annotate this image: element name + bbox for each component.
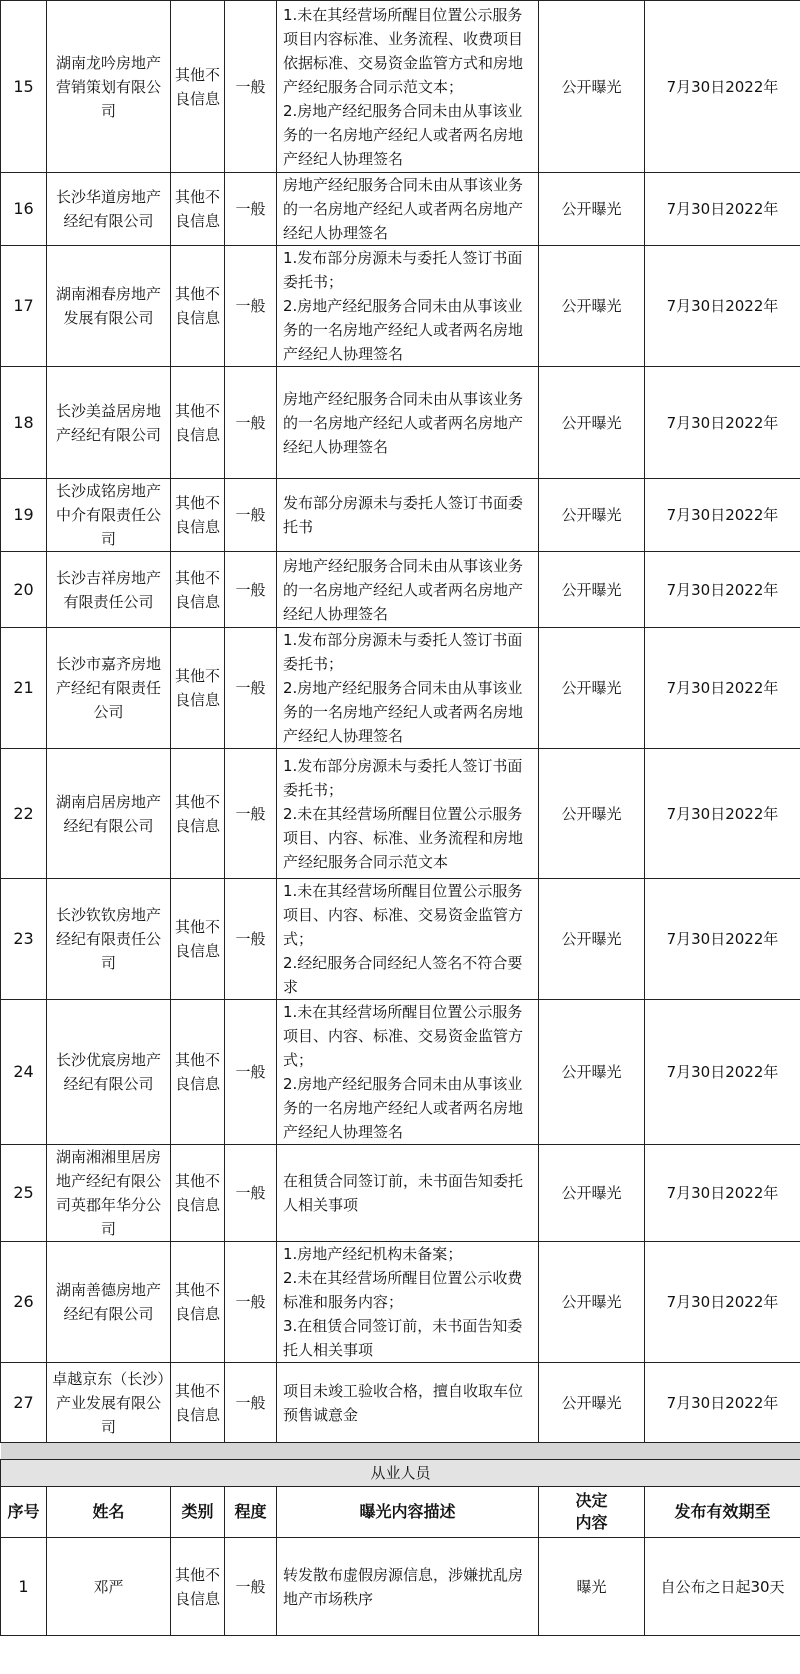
- desc-line: 1.未在其经营场所醒目位置公示服务项目内容标准、业务流程、收费项目依据标准、交易资金监管方式和房地产经纪服务合同示范文本；: [283, 5, 524, 96]
- row-index: 1: [1, 1538, 47, 1636]
- table-row: [1, 879, 800, 1000]
- row-index: 25: [1, 1145, 47, 1242]
- row-name: 湖南龙吟房地产营销策划有限公司: [47, 1, 171, 173]
- row-decision: 公开曝光: [539, 1145, 645, 1242]
- section-title: 从业人员: [1, 1460, 800, 1487]
- row-category: 其他不良信息: [171, 173, 225, 246]
- row-index: 19: [1, 479, 47, 552]
- desc-line: 1.发布部分房源未与委托人签订书面委托书；: [283, 756, 523, 799]
- row-decision: 公开曝光: [539, 552, 645, 628]
- header-degree: 程度: [225, 1487, 277, 1538]
- table-row: [1, 628, 800, 749]
- header-index: 序号: [1, 1487, 47, 1538]
- row-description: [277, 173, 539, 246]
- row-decision: 公开曝光: [539, 1, 645, 173]
- header-row: [1, 1487, 800, 1538]
- row-category: 其他不良信息: [171, 1242, 225, 1363]
- org-rows: [1, 1, 800, 1443]
- row-degree: 一般: [225, 367, 277, 479]
- row-category: 其他不良信息: [171, 1, 225, 173]
- row-degree: 一般: [225, 628, 277, 749]
- row-date: 7月30日2022年: [645, 628, 800, 749]
- row-description: [277, 246, 539, 367]
- row-degree: 一般: [225, 552, 277, 628]
- row-name: 长沙市嘉齐房地产经纪有限责任公司: [47, 628, 171, 749]
- row-decision: 公开曝光: [539, 749, 645, 879]
- header-name: 姓名: [47, 1487, 171, 1538]
- table-row: [1, 1242, 800, 1363]
- header-desc: 曝光内容描述: [277, 1487, 539, 1538]
- row-date: 7月30日2022年: [645, 1363, 800, 1443]
- row-category: 其他不良信息: [171, 246, 225, 367]
- row-name: 湖南启居房地产经纪有限公司: [47, 749, 171, 879]
- row-name: 长沙优宸房地产经纪有限公司: [47, 1000, 171, 1145]
- row-category: 其他不良信息: [171, 879, 225, 1000]
- row-degree: 一般: [225, 1363, 277, 1443]
- row-index: 24: [1, 1000, 47, 1145]
- row-description: [277, 1145, 539, 1242]
- row-description: [277, 1, 539, 173]
- row-name: 长沙美益居房地产经纪有限公司: [47, 367, 171, 479]
- row-category: 其他不良信息: [171, 552, 225, 628]
- desc-line: 2.未在其经营场所醒目位置公示收费标准和服务内容；: [283, 1269, 523, 1311]
- row-decision: 曝光: [539, 1538, 645, 1636]
- row-degree: 一般: [225, 749, 277, 879]
- row-degree: 一般: [225, 246, 277, 367]
- row-decision: 公开曝光: [539, 173, 645, 246]
- row-date: 自公布之日起30天: [645, 1538, 800, 1636]
- table-row: [1, 749, 800, 879]
- table-row: [1, 1000, 800, 1145]
- section-title-row: [1, 1460, 800, 1487]
- table-row: [1, 367, 800, 479]
- desc-line: 房地产经纪服务合同未由从事该业务的一名房地产经纪人或者两名房地产经纪人协理签名: [283, 556, 524, 623]
- row-decision: 公开曝光: [539, 1242, 645, 1363]
- row-degree: 一般: [225, 1, 277, 173]
- header-category: 类别: [171, 1487, 225, 1538]
- row-date: 7月30日2022年: [645, 1000, 800, 1145]
- table-row: [1, 552, 800, 628]
- desc-line: 项目未竣工验收合格，擅自收取车位预售诚意金: [283, 1381, 524, 1424]
- row-degree: 一般: [225, 1145, 277, 1242]
- row-category: 其他不良信息: [171, 1145, 225, 1242]
- table-row: [1, 173, 800, 246]
- desc-line: 3.在租赁合同签订前，未书面告知委托人相关事项: [283, 1317, 523, 1359]
- header-decision: [539, 1487, 645, 1538]
- person-row: [1, 1538, 800, 1636]
- row-degree: 一般: [225, 1000, 277, 1145]
- row-description: [277, 879, 539, 1000]
- row-name: 湖南善德房地产经纪有限公司: [47, 1242, 171, 1363]
- desc-line: 1.发布部分房源未与委托人签订书面委托书；: [283, 631, 523, 673]
- desc-line: 1.发布部分房源未与委托人签订书面委托书；: [283, 249, 523, 291]
- row-description: [277, 628, 539, 749]
- row-name: 卓越京东（长沙）产业发展有限公司: [47, 1363, 171, 1443]
- person-section: [1, 1443, 800, 1538]
- row-index: 26: [1, 1242, 47, 1363]
- desc-line: 在租赁合同签订前，未书面告知委托人相关事项: [283, 1172, 524, 1214]
- row-description: [277, 552, 539, 628]
- row-category: 其他不良信息: [171, 1538, 225, 1636]
- row-date: 7月30日2022年: [645, 173, 800, 246]
- row-decision: 公开曝光: [539, 879, 645, 1000]
- row-date: 7月30日2022年: [645, 1242, 800, 1363]
- table-row: [1, 1363, 800, 1443]
- desc-line: 2.房地产经纪服务合同未由从事该业务的一名房地产经纪人或者两名房地产经纪人协理签名: [283, 679, 524, 745]
- row-description: [277, 1242, 539, 1363]
- desc-line: 2.房地产经纪服务合同未由从事该业务的一名房地产经纪人或者两名房地产经纪人协理签名: [283, 101, 524, 168]
- row-decision: 公开曝光: [539, 1363, 645, 1443]
- row-name: 湖南湘春房地产发展有限公司: [47, 246, 171, 367]
- row-date: 7月30日2022年: [645, 1145, 800, 1242]
- row-description: [277, 479, 539, 552]
- row-index: 18: [1, 367, 47, 479]
- desc-line: 2.经纪服务合同经纪人签名不符合要求: [283, 954, 523, 996]
- row-degree: 一般: [225, 173, 277, 246]
- person-rows: [1, 1538, 800, 1636]
- row-degree: 一般: [225, 879, 277, 1000]
- row-date: 7月30日2022年: [645, 552, 800, 628]
- row-index: 20: [1, 552, 47, 628]
- row-degree: 一般: [225, 1538, 277, 1636]
- table-row: [1, 246, 800, 367]
- row-description: [277, 749, 539, 879]
- row-date: 7月30日2022年: [645, 1, 800, 173]
- row-name: 长沙华道房地产经纪有限公司: [47, 173, 171, 246]
- row-index: 17: [1, 246, 47, 367]
- row-category: 其他不良信息: [171, 367, 225, 479]
- row-category: 其他不良信息: [171, 1000, 225, 1145]
- row-index: 23: [1, 879, 47, 1000]
- row-decision: 公开曝光: [539, 246, 645, 367]
- desc-line: 1.未在其经营场所醒目位置公示服务项目、内容、标准、交易资金监管方式；: [283, 1003, 524, 1069]
- row-date: 7月30日2022年: [645, 479, 800, 552]
- row-name: 长沙成铭房地产中介有限责任公司: [47, 479, 171, 552]
- row-index: 15: [1, 1, 47, 173]
- row-date: 7月30日2022年: [645, 367, 800, 479]
- row-category: 其他不良信息: [171, 749, 225, 879]
- desc-line: 房地产经纪服务合同未由从事该业务的一名房地产经纪人或者两名房地产经纪人协理签名: [283, 176, 524, 242]
- row-description: [277, 1538, 539, 1636]
- row-decision: 公开曝光: [539, 367, 645, 479]
- row-category: 其他不良信息: [171, 479, 225, 552]
- header-decision-text: 决定内容: [575, 1490, 608, 1532]
- row-index: 21: [1, 628, 47, 749]
- row-degree: 一般: [225, 479, 277, 552]
- table-row: [1, 479, 800, 552]
- row-degree: 一般: [225, 1242, 277, 1363]
- row-category: 其他不良信息: [171, 1363, 225, 1443]
- desc-line: 发布部分房源未与委托人签订书面委托书: [283, 494, 524, 536]
- header-date: 发布有效期至: [645, 1487, 800, 1538]
- row-name: 湖南湘湘里居房地产经纪有限公司英郡年华分公司: [47, 1145, 171, 1242]
- desc-line: 2.未在其经营场所醒目位置公示服务项目、内容、标准、业务流程和房地产经纪服务合同示范文本: [283, 804, 524, 871]
- row-category: 其他不良信息: [171, 628, 225, 749]
- row-index: 27: [1, 1363, 47, 1443]
- table-row: [1, 1145, 800, 1242]
- desc-line: 2.房地产经纪服务合同未由从事该业务的一名房地产经纪人或者两名房地产经纪人协理签名: [283, 1075, 524, 1141]
- desc-line: 转发散布虚假房源信息，涉嫌扰乱房地产市场秩序: [283, 1565, 524, 1608]
- row-date: 7月30日2022年: [645, 246, 800, 367]
- desc-line: 房地产经纪服务合同未由从事该业务的一名房地产经纪人或者两名房地产经纪人协理签名: [283, 389, 524, 456]
- row-name: 长沙钦钦房地产经纪有限责任公司: [47, 879, 171, 1000]
- row-description: [277, 1000, 539, 1145]
- row-decision: 公开曝光: [539, 1000, 645, 1145]
- row-decision: 公开曝光: [539, 628, 645, 749]
- desc-line: 2.房地产经纪服务合同未由从事该业务的一名房地产经纪人或者两名房地产经纪人协理签名: [283, 297, 524, 363]
- row-description: [277, 1363, 539, 1443]
- row-date: 7月30日2022年: [645, 879, 800, 1000]
- row-decision: 公开曝光: [539, 479, 645, 552]
- desc-line: 1.房地产经纪机构未备案；: [283, 1245, 463, 1263]
- table-row: [1, 1, 800, 173]
- separator-row: [1, 1443, 800, 1460]
- row-name: 邓严: [47, 1538, 171, 1636]
- desc-line: 1.未在其经营场所醒目位置公示服务项目、内容、标准、交易资金监管方式；: [283, 882, 524, 948]
- row-index: 16: [1, 173, 47, 246]
- row-index: 22: [1, 749, 47, 879]
- row-description: [277, 367, 539, 479]
- row-date: 7月30日2022年: [645, 749, 800, 879]
- row-name: 长沙吉祥房地产有限责任公司: [47, 552, 171, 628]
